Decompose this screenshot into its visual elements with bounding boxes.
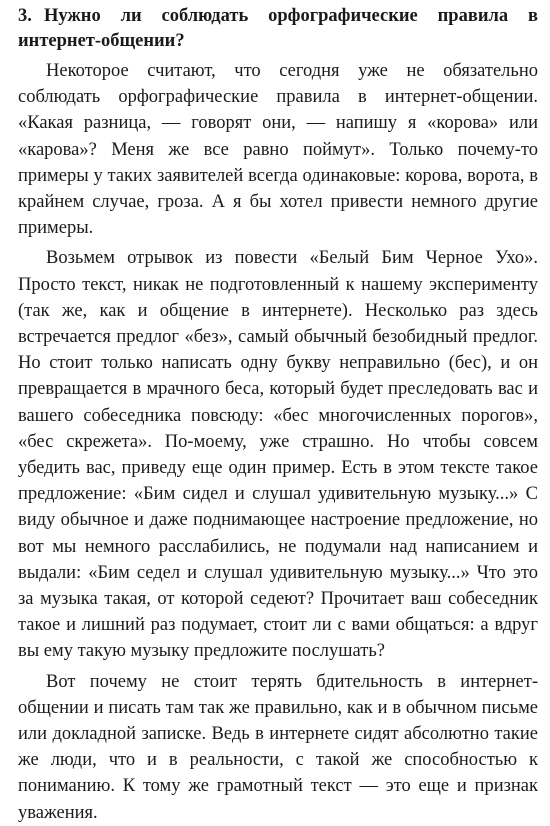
section-title: Нужно ли соблюдать орфографические правила в интернет-общении? bbox=[18, 6, 538, 51]
section-heading bbox=[18, 4, 538, 54]
paragraph-3: Вот почему не стоит терять бдительность в интернет-общении и писать там так же правильно, как и в обычном письме или докладной записке. Ведь в интернете сидят абсолютно такие же люди, что и в реальности, с такой же способностью к пониманию. К тому же грамотный текст — это еще и признак уважения. bbox=[18, 671, 538, 823]
section-number: 3. bbox=[18, 6, 32, 26]
paragraph-1: Некоторое считают, что сегодня уже не обязательно соблюдать орфографические правила в интернет-общении. «Какая разница, — говорят они, — напишу я «корова» или «карова»? Меня же все равно поймут». Только почему-то примеры у таких заявителей всегда одинаковые: корова, ворота, в крайнем случае, гроза. А я бы хотел привести немного другие примеры. bbox=[18, 61, 538, 239]
paragraph-2: Возьмем отрывок из повести «Белый Бим Черное Ухо». Просто текст, никак не подготовленный к нашему эксперименту (так же, как и общение в интернете). Несколько раз здесь встречается предлог «без», самый обычный безобидный предлог. Но стоит только написать одну букву неправильно (бес), и он превращается в мрачного беса, который будет преследовать вас и вашего собеседника повсюду: «бес многочисленных порогов», «бес скрежета». По-моему, уже страшно. Но чтобы совсем убедить вас, приведу еще один пример. Есть в этом тексте такое предложение: «Бим сидел и слушал удивительную музыку...» С виду обычное и даже поднимающее настроение предложение, но вот мы немного расслабились, не подумали над написанием и выдали: «Бим седел и слушал удивительную музыку...» Что это за музыка такая, от которой седеют? Прочитает ваш собеседник такое и лишний раз подумает, стоит ли с вами общаться: а вдруг вы ему такую музыку предложите послушать? bbox=[18, 248, 538, 662]
